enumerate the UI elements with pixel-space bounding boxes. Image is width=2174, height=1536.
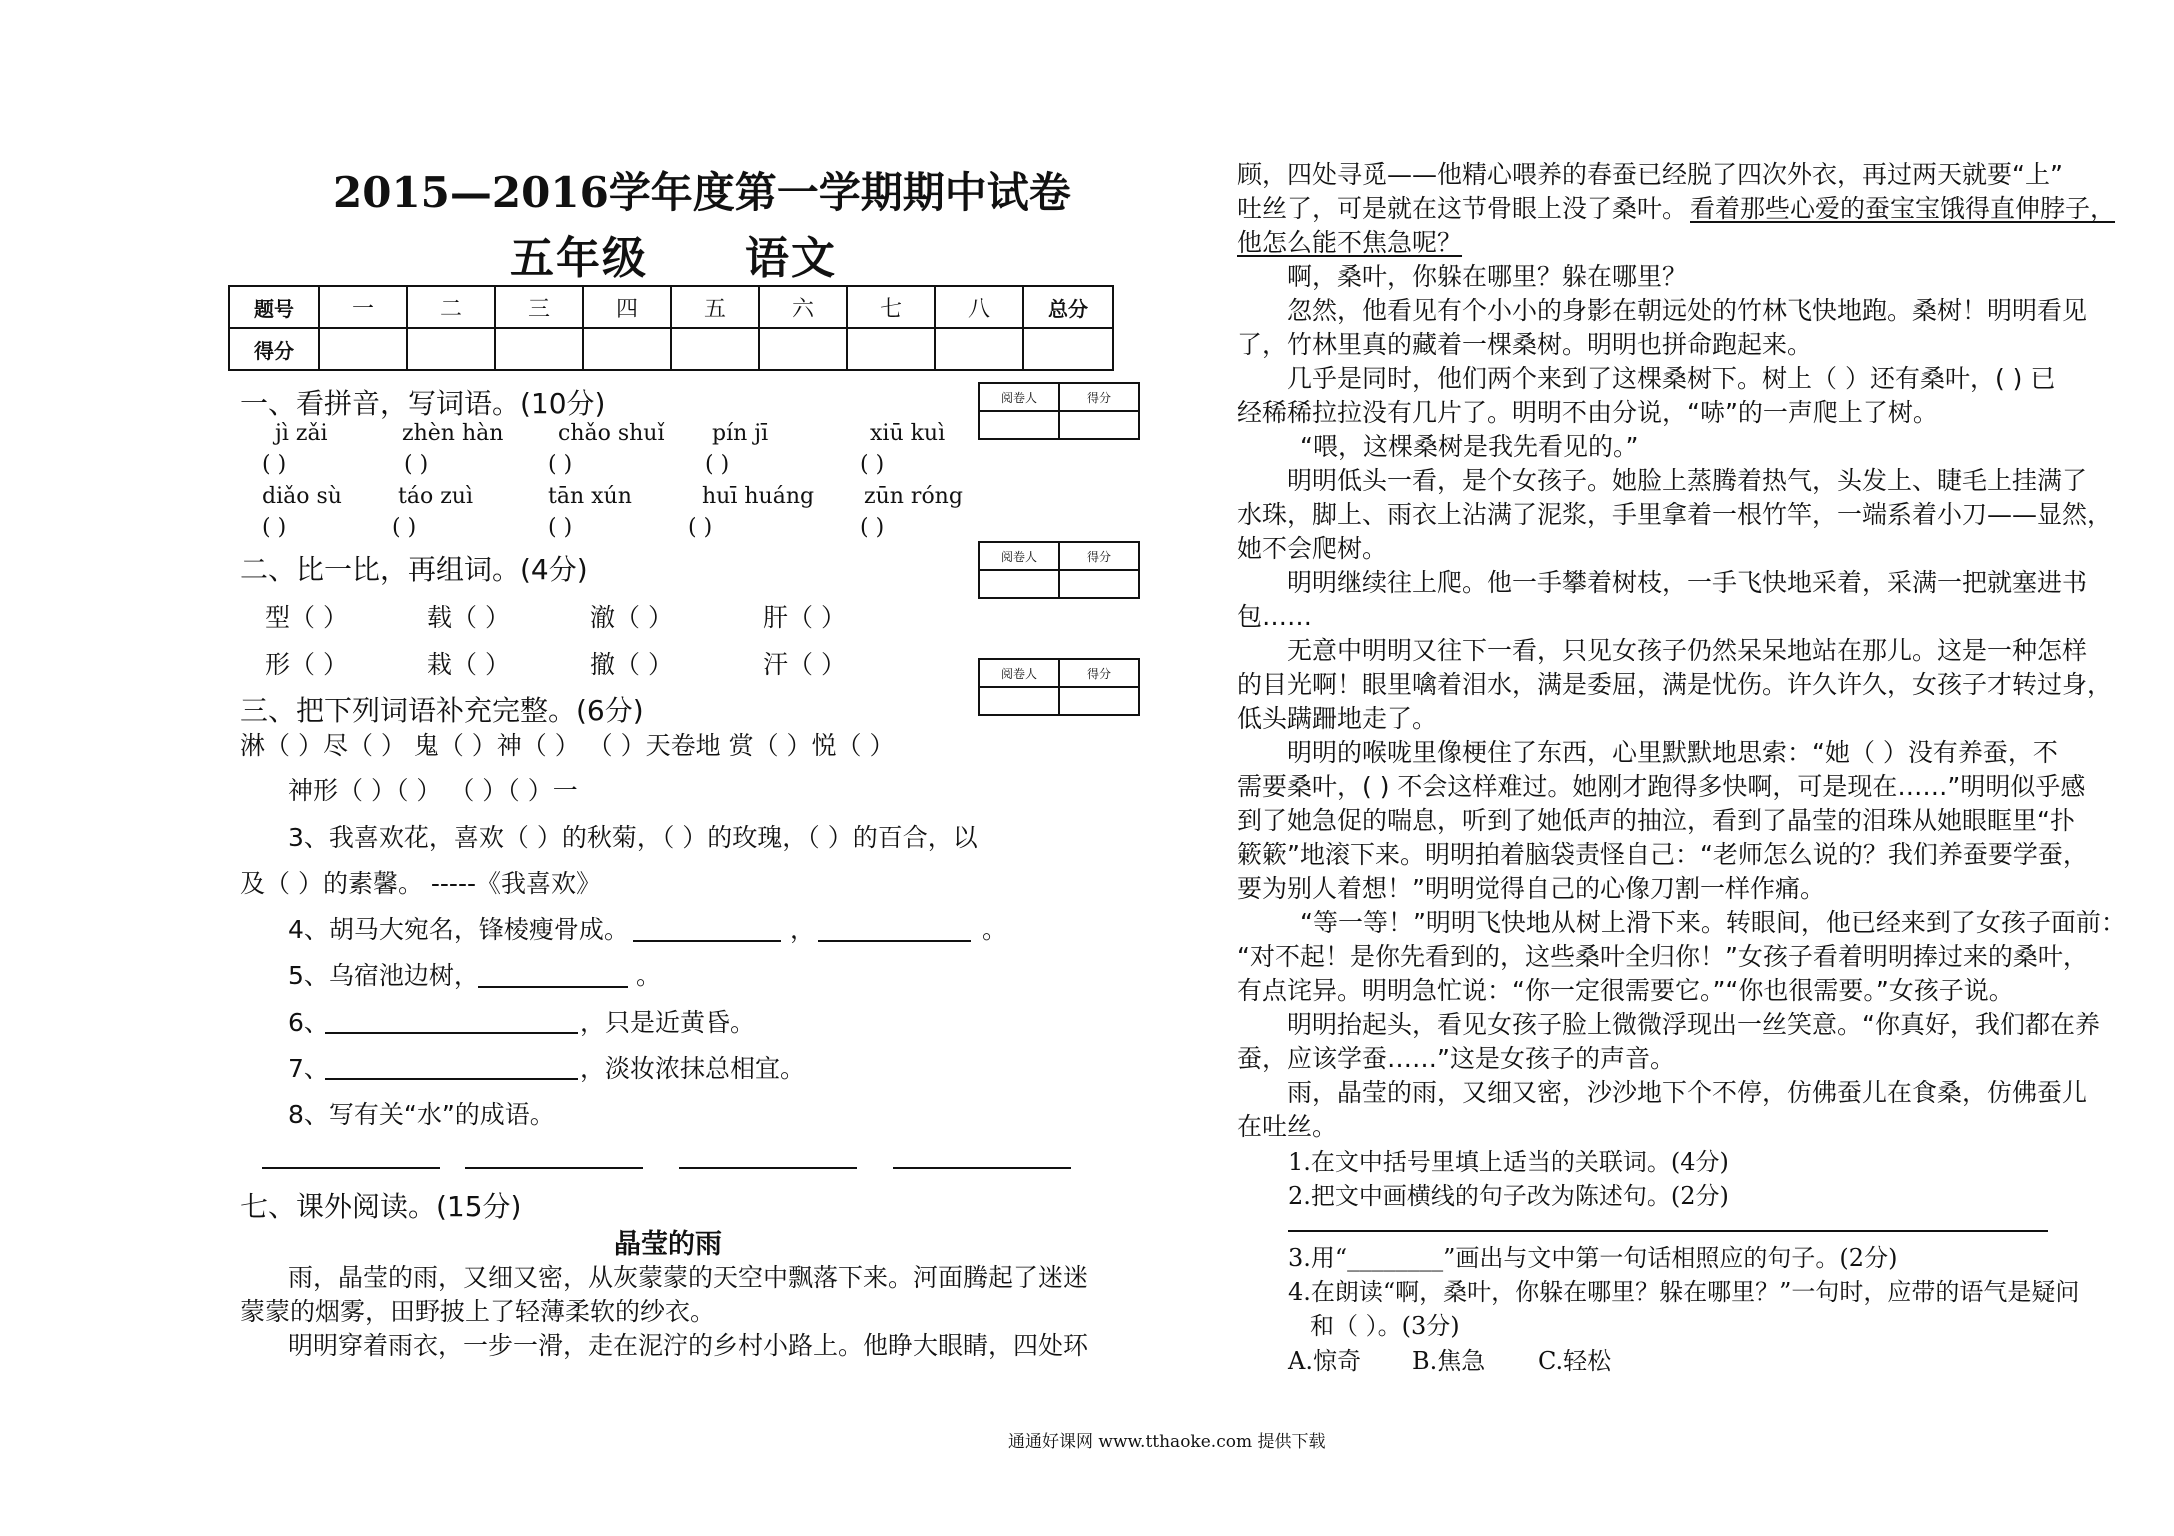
grader-label: 阅卷人	[979, 659, 1059, 687]
footer-credit: 通通好课网 www.tthaoke.com 提供下载	[1008, 1432, 1326, 1452]
poem-line: 4、胡马大宛名，锋棱瘦骨成。	[288, 915, 629, 944]
exam-grade: 五年级	[510, 233, 648, 284]
exam-title: 2015—2016学年度第一学期期中试卷	[333, 168, 1071, 217]
score-row-label: 得分	[229, 328, 319, 370]
story-line: 低头蹒跚地走了。	[1237, 704, 1438, 733]
question-number: 6、	[288, 1008, 329, 1037]
score-header: 一	[319, 286, 407, 328]
exam-subject: 语文	[745, 233, 837, 284]
score-header: 三	[495, 286, 583, 328]
option-c[interactable]: C.轻松	[1538, 1347, 1612, 1375]
poem-line: ，淡妆浓抹总相宜。	[580, 1054, 806, 1083]
underlined-sentence: 他怎么能不焦急呢？	[1237, 228, 1463, 257]
answer-paren[interactable]: ( )	[548, 515, 573, 540]
pinyin: diǎo sù	[262, 484, 342, 509]
story-line: 无意中明明又往下一看，只见女孩子仍然呆呆地站在那儿。这是一种怎样	[1287, 636, 2088, 665]
score-header: 八	[935, 286, 1023, 328]
story-paragraph: 蒙蒙的烟雾，田野披上了轻薄柔软的纱衣。	[240, 1297, 716, 1326]
compare-item[interactable]: 汗（ ）	[763, 650, 846, 679]
answer-paren[interactable]: ( )	[404, 452, 429, 477]
pinyin: zūn róng	[864, 484, 963, 509]
grader-box	[978, 541, 1140, 599]
story-line[interactable]: 几乎是同时，他们两个来到了这棵桑树下。树上（ ）还有桑叶，( ) 已	[1287, 364, 2056, 393]
pinyin: jì zǎi	[275, 421, 328, 446]
reading-question: 3.用“________”画出与文中第一句话相照应的句子。(2分)	[1288, 1244, 1898, 1272]
story-line: 雨，晶莹的雨，又细又密，沙沙地下个不停，仿佛蚕儿在食桑，仿佛蚕儿	[1287, 1078, 2088, 1107]
grader-cell[interactable]	[979, 687, 1059, 715]
score-cell[interactable]	[1023, 328, 1113, 370]
fill-line[interactable]: 淋（ ）尽（ ） 鬼（ ）神（ ） （ ）天卷地 赏（ ）悦（ ）	[240, 731, 895, 760]
fill-line[interactable]: 及（ ）的素馨。 -----《我喜欢》	[240, 869, 601, 898]
score-cell[interactable]	[935, 328, 1023, 370]
story-line[interactable]: 明明的喉咙里像梗住了东西，心里默默地思索：“她（ ）没有养蚕，不	[1287, 738, 2058, 767]
score-total-header: 总分	[1023, 286, 1113, 328]
answer-line[interactable]	[262, 1167, 440, 1169]
story-line: 簌簌”地滚下来。明明拍着脑袋责怪自己：“老师怎么说的？我们养蚕要学蚕，	[1237, 840, 2088, 869]
story-paragraph: 雨，晶莹的雨，又细又密，从灰蒙蒙的天空中飘落下来。河面腾起了迷迷	[288, 1263, 1089, 1292]
underlined-sentence: 看着那些心爱的蚕宝宝饿得直伸脖子，	[1690, 194, 2116, 223]
story-line: “等一等！”明明飞快地从树上滑下来。转眼间，他已经来到了女孩子面前：	[1300, 908, 2126, 937]
reading-question: 1.在文中括号里填上适当的关联词。(4分)	[1288, 1148, 1729, 1176]
story-title: 晶莹的雨	[614, 1229, 722, 1260]
answer-line[interactable]	[679, 1167, 857, 1169]
compare-item[interactable]: 形（ ）	[265, 650, 348, 679]
section2-heading: 二、比一比，再组词。(4分)	[240, 553, 588, 586]
compare-item[interactable]: 载（ ）	[427, 603, 510, 632]
answer-paren[interactable]: ( )	[705, 452, 730, 477]
punct: 。	[636, 961, 662, 990]
answer-line[interactable]	[818, 940, 971, 942]
pinyin: chǎo shuǐ	[558, 421, 665, 446]
grader-box	[978, 658, 1140, 716]
story-line: 明明抬起头，看见女孩子脸上微微浮现出一丝笑意。“你真好，我们都在养	[1287, 1010, 2100, 1039]
pinyin: tān xún	[548, 484, 632, 509]
answer-line[interactable]	[478, 986, 628, 988]
score-header: 七	[847, 286, 935, 328]
score-cell[interactable]	[495, 328, 583, 370]
answer-paren[interactable]: ( )	[860, 452, 885, 477]
pinyin: huī huáng	[702, 484, 815, 509]
grader-label: 阅卷人	[979, 383, 1059, 411]
story-line: 的目光啊！眼里噙着泪水，满是委屈，满是忧伤。许久许久，女孩子才转过身，	[1237, 670, 2113, 699]
reading-question: 2.把文中画横线的句子改为陈述句。(2分)	[1288, 1182, 1729, 1210]
story-line: 明明低头一看，是个女孩子。她脸上蒸腾着热气，头发上、睫毛上挂满了	[1287, 466, 2088, 495]
score-cell[interactable]	[847, 328, 935, 370]
story-line: “对不起！是你先看到的，这些桑叶全归你！”女孩子看着明明捧过来的桑叶，	[1237, 942, 2088, 971]
story-line: 要为别人着想！”明明觉得自己的心像刀割一样作痛。	[1237, 874, 1825, 903]
answer-line[interactable]	[633, 940, 781, 942]
score-header: 二	[407, 286, 495, 328]
story-line: 包……	[1237, 602, 1313, 631]
story-line: 明明继续往上爬。他一手攀着树枝，一手飞快地采着，采满一把就塞进书	[1287, 568, 2088, 597]
story-line: 啊，桑叶，你躲在哪里？躲在哪里？	[1287, 262, 1688, 291]
score-header: 六	[759, 286, 847, 328]
question-number: 7、	[288, 1054, 329, 1083]
score-header: 四	[583, 286, 671, 328]
score-header: 五	[671, 286, 759, 328]
compare-item[interactable]: 撤（ ）	[590, 650, 673, 679]
grader-label: 得分	[1059, 542, 1139, 570]
grader-cell[interactable]	[1059, 411, 1139, 439]
grader-box	[978, 382, 1140, 440]
pinyin: táo zuì	[398, 484, 473, 509]
score-cell[interactable]	[583, 328, 671, 370]
reading-question[interactable]: 和（ ）。(3分)	[1310, 1312, 1460, 1340]
compare-item[interactable]: 肝（ ）	[763, 603, 846, 632]
answer-paren[interactable]: ( )	[262, 515, 287, 540]
answer-line[interactable]	[893, 1167, 1071, 1169]
story-line: 经稀稀拉拉没有几片了。明明不由分说，“哧”的一声爬上了树。	[1237, 398, 1938, 427]
story-line: 吐丝了，可是就在这节骨眼上没了桑叶。	[1237, 194, 1688, 223]
compare-item[interactable]: 型（ ）	[265, 603, 348, 632]
section1-heading: 一、看拼音，写词语。(10分)	[240, 387, 606, 420]
poem-line: 5、乌宿池边树，	[288, 961, 479, 990]
story-line: 有点诧异。明明急忙说：“你一定很需要它。”“你也很需要。”女孩子说。	[1237, 976, 2014, 1005]
story-line: “喂，这棵桑树是我先看见的。”	[1300, 432, 1639, 461]
section7-heading: 七、课外阅读。(15分)	[240, 1190, 522, 1223]
section3-heading: 三、把下列词语补充完整。(6分)	[240, 694, 644, 727]
score-table	[228, 285, 1114, 371]
grader-label: 得分	[1059, 383, 1139, 411]
story-line: 她不会爬树。	[1237, 534, 1388, 563]
pinyin: xiū kuì	[870, 421, 946, 446]
answer-line[interactable]	[325, 1032, 578, 1034]
grader-cell[interactable]	[1059, 687, 1139, 715]
answer-paren[interactable]: ( )	[688, 515, 713, 540]
story-paragraph: 明明穿着雨衣，一步一滑，走在泥泞的乡村小路上。他睁大眼睛，四处环	[288, 1331, 1089, 1360]
grader-cell[interactable]	[979, 570, 1059, 598]
punct: ，	[790, 915, 816, 944]
grader-cell[interactable]	[1059, 570, 1139, 598]
score-cell[interactable]	[671, 328, 759, 370]
grader-label: 阅卷人	[979, 542, 1059, 570]
option-b[interactable]: B.焦急	[1412, 1347, 1486, 1375]
story-line: 蚕，应该学蚕……”这是女孩子的声音。	[1237, 1044, 1675, 1073]
answer-line[interactable]	[1288, 1230, 2048, 1232]
story-line: 水珠，脚上、雨衣上沾满了泥浆，手里拿着一根竹竿，一端系着小刀——显然，	[1237, 500, 2113, 529]
score-table-label: 题号	[229, 286, 319, 328]
answer-line[interactable]	[325, 1078, 578, 1080]
score-cell[interactable]	[407, 328, 495, 370]
story-line: 在吐丝。	[1237, 1112, 1338, 1141]
answer-line[interactable]	[465, 1167, 643, 1169]
story-line: 顾，四处寻觅——他精心喂养的春蚕已经脱了四次外衣，再过两天就要“上”	[1237, 160, 2063, 189]
story-line: 到了她急促的喘息，听到了她低声的抽泣，看到了晶莹的泪珠从她眼眶里“扑	[1237, 806, 2075, 835]
reading-question: 4.在朗读“啊，桑叶，你躲在哪里？躲在哪里？”一句时，应带的语气是疑问	[1288, 1278, 2080, 1306]
idiom-question: 8、写有关“水”的成语。	[288, 1100, 555, 1129]
option-a[interactable]: A.惊奇	[1288, 1347, 1361, 1375]
pinyin: zhèn hàn	[402, 421, 504, 446]
pinyin: pín jī	[712, 421, 769, 446]
poem-line: ，只是近黄昏。	[580, 1008, 756, 1037]
punct: 。	[982, 915, 1008, 944]
story-line[interactable]: 需要桑叶，( ) 不会这样难过。她刚才跑得多快啊，可是现在……”明明似乎感	[1237, 772, 2086, 801]
fill-line[interactable]: 神形（ ）（ ） （ ）（ ）一	[288, 776, 578, 805]
compare-item[interactable]: 栽（ ）	[427, 650, 510, 679]
fill-line[interactable]: 3、我喜欢花，喜欢（ ）的秋菊，（ ）的玫瑰，（ ）的百合，以	[288, 823, 978, 852]
score-cell[interactable]	[759, 328, 847, 370]
answer-paren[interactable]: ( )	[860, 515, 885, 540]
story-line: 忽然，他看见有个小小的身影在朝远处的竹林飞快地跑。桑树！明明看见	[1287, 296, 2088, 325]
grader-label: 得分	[1059, 659, 1139, 687]
answer-paren[interactable]: ( )	[262, 452, 287, 477]
answer-paren[interactable]: ( )	[392, 515, 417, 540]
grader-cell[interactable]	[979, 411, 1059, 439]
story-line: 了，竹林里真的藏着一棵桑树。明明也拼命跑起来。	[1237, 330, 1813, 359]
score-cell[interactable]	[319, 328, 407, 370]
answer-paren[interactable]: ( )	[548, 452, 573, 477]
compare-item[interactable]: 澈（ ）	[590, 603, 673, 632]
